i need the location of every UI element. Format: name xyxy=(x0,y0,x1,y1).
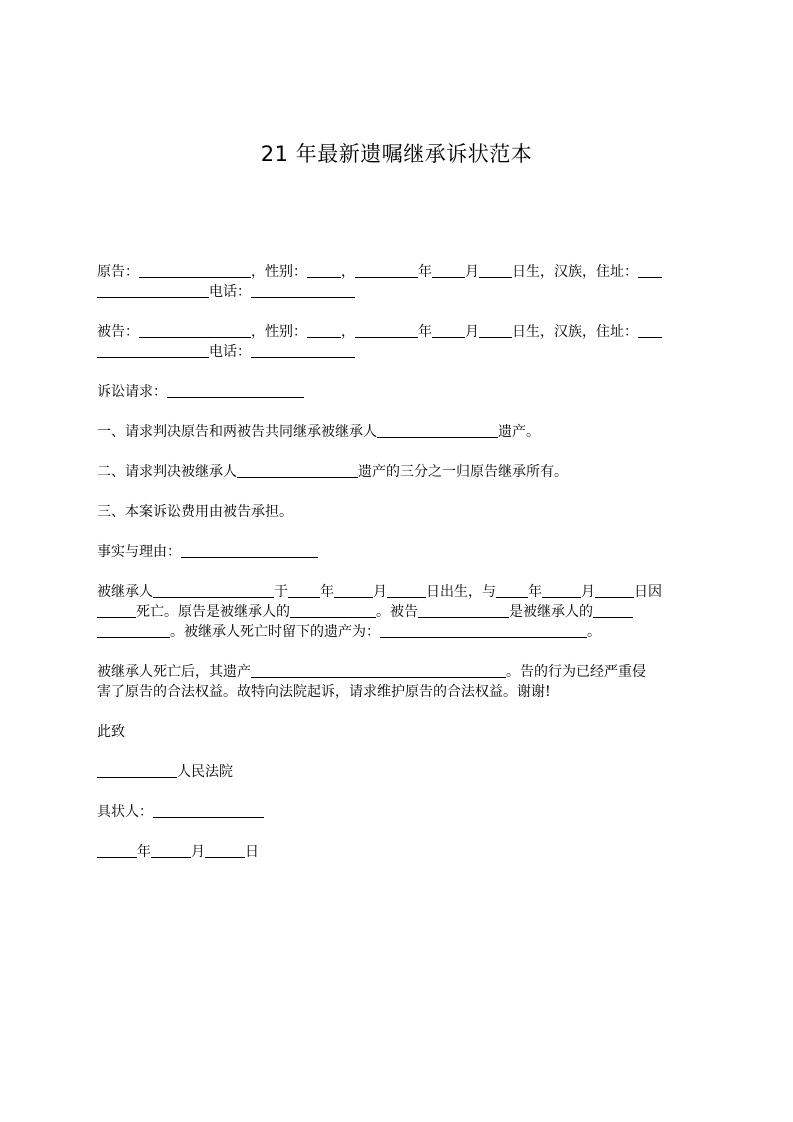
date-month-blank xyxy=(151,843,191,858)
facts-text: 被继承人 xyxy=(97,584,153,600)
facts-text: 。告的行为已经严重侵 xyxy=(506,664,646,680)
plaintiff-label: 原告： xyxy=(97,264,139,280)
year-label: 年 xyxy=(418,324,432,340)
birth-day-blank xyxy=(479,323,512,338)
signer-blank xyxy=(153,803,264,818)
claim-2 xyxy=(97,462,697,482)
facts-text: 年 xyxy=(528,584,542,600)
claims-heading xyxy=(97,382,697,402)
gender-blank xyxy=(307,263,341,278)
facts-text: 死亡。原告是被继承人的 xyxy=(136,604,290,620)
facts-text: 是被继承人的 xyxy=(509,604,593,620)
birth-day-blank xyxy=(387,583,426,598)
plaintiff-line-2 xyxy=(97,282,697,302)
claim-1 xyxy=(97,422,697,442)
comma: ， xyxy=(341,324,355,340)
date-year-blank xyxy=(97,843,137,858)
relationship-blank-cont xyxy=(97,623,170,638)
phone-label: 电话： xyxy=(209,344,251,360)
date-day-blank xyxy=(205,843,245,858)
facts-paragraph-2-line-2: 害了原告的合法权益。故特向法院起诉，请求维护原告的合法权益。谢谢! xyxy=(97,684,551,700)
defendant-line-1 xyxy=(97,322,697,342)
court-label: 人民法院 xyxy=(177,764,233,780)
phone-blank xyxy=(251,343,355,358)
phone-label: 电话： xyxy=(209,284,251,300)
claims-blank xyxy=(167,383,304,398)
facts-text: 被继承人死亡后，其遗产 xyxy=(97,664,251,680)
birth-month-blank xyxy=(432,263,465,278)
plaintiff-name-blank xyxy=(139,263,251,278)
facts-paragraph-2-line-1 xyxy=(97,662,697,682)
day-ethnicity-address-label: 日生，汉族，住址： xyxy=(512,324,638,340)
birth-year-blank xyxy=(288,583,320,598)
facts-text: 。被告 xyxy=(376,604,418,620)
birth-year-blank xyxy=(355,323,418,338)
estate-disposition-blank xyxy=(251,663,506,678)
decedent-name-blank xyxy=(153,583,274,598)
comma: ， xyxy=(341,264,355,280)
claims-label: 诉讼请求： xyxy=(97,384,167,400)
birth-month-blank xyxy=(432,323,465,338)
phone-blank xyxy=(251,283,355,298)
claim-3: 三、本案诉讼费用由被告承担。 xyxy=(97,504,293,520)
birth-month-blank xyxy=(334,583,373,598)
defendant-line-2 xyxy=(97,342,697,362)
address-blank-cont xyxy=(97,343,209,358)
relationship-blank xyxy=(593,603,633,618)
document-body xyxy=(97,262,697,862)
death-cause-blank xyxy=(97,603,136,618)
claim-1-text: 一、请求判决原告和两被告共同继承被继承人 xyxy=(97,424,377,440)
signer-label: 具状人： xyxy=(97,804,153,820)
document-title: 21 年最新遗嘱继承诉状范本 xyxy=(260,142,533,166)
year-label: 年 xyxy=(418,264,432,280)
facts-text: 于 xyxy=(274,584,288,600)
month-label: 月 xyxy=(465,264,479,280)
day-ethnicity-address-label: 日生，汉族，住址： xyxy=(512,264,638,280)
claim-1-suffix: 遗产。 xyxy=(498,424,540,440)
month-label: 月 xyxy=(191,844,205,860)
day-label: 日 xyxy=(245,844,259,860)
facts-blank xyxy=(181,543,318,558)
birth-year-blank xyxy=(355,263,418,278)
closing: 此致 xyxy=(97,724,125,740)
address-blank xyxy=(638,263,662,278)
defendant-name-blank xyxy=(418,603,509,618)
court-name-blank xyxy=(97,763,177,778)
facts-text: 月 xyxy=(373,584,387,600)
claim-2-suffix: 遗产的三分之一归原告继承所有。 xyxy=(358,464,568,480)
plaintiff-line-1 xyxy=(97,262,697,282)
facts-text: 日出生，与 xyxy=(426,584,496,600)
facts-paragraph-1-line-2 xyxy=(97,602,697,622)
defendant-label: 被告： xyxy=(97,324,139,340)
death-day-blank xyxy=(595,583,634,598)
facts-text: 月 xyxy=(581,584,595,600)
facts-paragraph-1-line-1 xyxy=(97,582,697,602)
birth-day-blank xyxy=(479,263,512,278)
gender-blank xyxy=(307,323,341,338)
claim-2-text: 二、请求判决被继承人 xyxy=(97,464,237,480)
death-month-blank xyxy=(542,583,581,598)
court-line xyxy=(97,762,697,782)
facts-paragraph-1-line-3 xyxy=(97,622,697,642)
facts-text: 年 xyxy=(320,584,334,600)
decedent-name-blank xyxy=(377,423,498,438)
facts-label: 事实与理由： xyxy=(97,544,181,560)
address-blank xyxy=(638,323,662,338)
signer-line xyxy=(97,802,697,822)
gender-label: ，性别： xyxy=(251,264,307,280)
facts-text: 日因 xyxy=(634,584,662,600)
gender-label: ，性别： xyxy=(251,324,307,340)
month-label: 月 xyxy=(465,324,479,340)
facts-text: 。被继承人死亡时留下的遗产为： xyxy=(170,624,380,640)
estate-blank xyxy=(380,623,587,638)
relationship-blank xyxy=(290,603,376,618)
year-label: 年 xyxy=(137,844,151,860)
facts-text: 。 xyxy=(587,624,601,640)
facts-heading xyxy=(97,542,697,562)
decedent-name-blank xyxy=(237,463,358,478)
defendant-name-blank xyxy=(139,323,251,338)
date-line xyxy=(97,842,697,862)
address-blank-cont xyxy=(97,283,209,298)
death-year-blank xyxy=(496,583,528,598)
